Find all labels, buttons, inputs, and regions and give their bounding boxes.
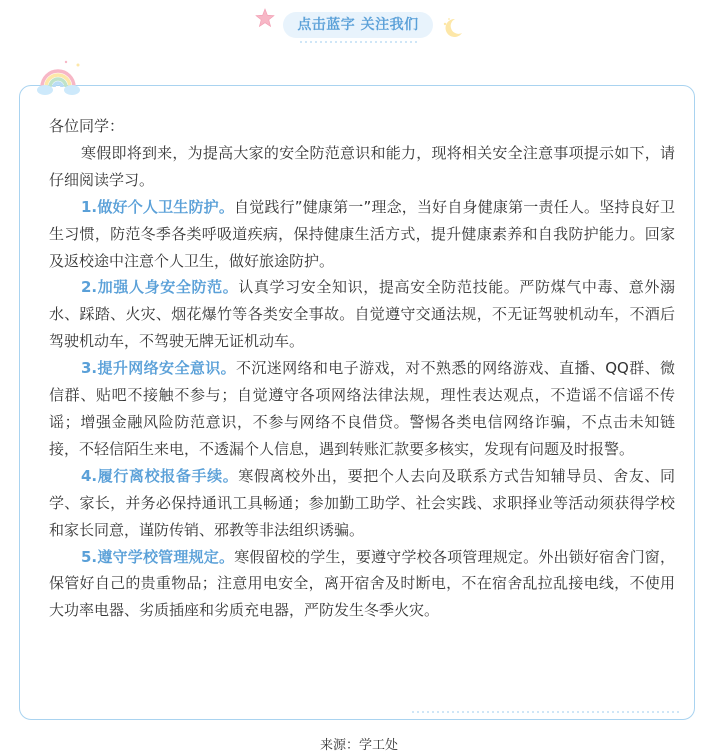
article-body [49,113,675,624]
section-body: 不沉迷网络和电子游戏，对不熟悉的网络游戏、直播、QQ群、微信群、贴吧不接触不参与；自觉遵守各项网络法律法规，理性表达观点，不造谣不信谣不传谣；增强金融风险防范意识，不参与网络不良借贷。警惕各类电信网络诈骗，不点击未知链接，不轻信陌生来电，不透漏个人信息，遇到转账汇款要多核实，发现有问题及时报警。 [49,359,675,458]
section-3 [49,355,675,463]
follow-us-pill[interactable] [283,12,433,38]
decorative-dots-bottom [412,710,682,714]
section-heading: 2.加强人身安全防范。 [81,278,239,297]
section-heading: 1.做好个人卫生防护。 [81,197,235,216]
section-5 [49,544,675,625]
top-banner [0,0,718,46]
section-body: 寒假离校外出，要把个人去向及联系方式告知辅导员、舍友、同学、家长，并务必保持通讯工具畅通；参加勤工助学、社会实践、求职择业等活动须获得学校和家长同意，谨防传销、邪教等非法组织诱骗。 [49,466,675,539]
rainbow-icon [36,57,84,101]
intro-paragraph: 寒假即将到来，为提高大家的安全防范意识和能力，现将相关安全注意事项提示如下，请仔细阅读学习。 [49,143,675,189]
section-heading: 3.提升网络安全意识。 [81,359,236,378]
section-heading: 4.履行离校报备手续。 [81,466,239,485]
section-1 [49,194,675,275]
moon-icon [440,16,466,40]
star-icon [255,8,275,28]
section-heading: 5.遵守学校管理规定。 [81,547,235,566]
section-body: 自觉践行”健康第一”理念，当好自身健康第一责任人。坚持良好卫生习惯，防范冬季各类呼吸道疾病，保持健康生活方式，提升健康素养和自我防护能力。回家及返校途中注意个人卫生，做好旅途防护。 [49,197,675,270]
section-2 [49,274,675,355]
greeting: 各位同学： [49,117,125,135]
section-body: 寒假留校的学生，要遵守学校各项管理规定。外出锁好宿舍门窗，保管好自己的贵重物品；注意用电安全，离开宿舍及时断电，不在宿舍乱拉乱接电线，不使用大功率电器、劣质插座和劣质充电器，严防发生冬季火灾。 [49,547,675,620]
section-4 [49,463,675,544]
follow-us-text: 点击蓝字 关注我们 [297,17,419,33]
source-caption: 来源：学工处 [319,738,398,753]
section-body: 认真学习安全知识，提高安全防范技能。严防煤气中毒、意外溺水、踩踏、火灾、烟花爆竹等各类安全事故。自觉遵守交通法规，不无证驾驶机动车，不酒后驾驶机动车，不驾驶无牌无证机动车。 [49,278,675,351]
decorative-dots [300,40,418,44]
